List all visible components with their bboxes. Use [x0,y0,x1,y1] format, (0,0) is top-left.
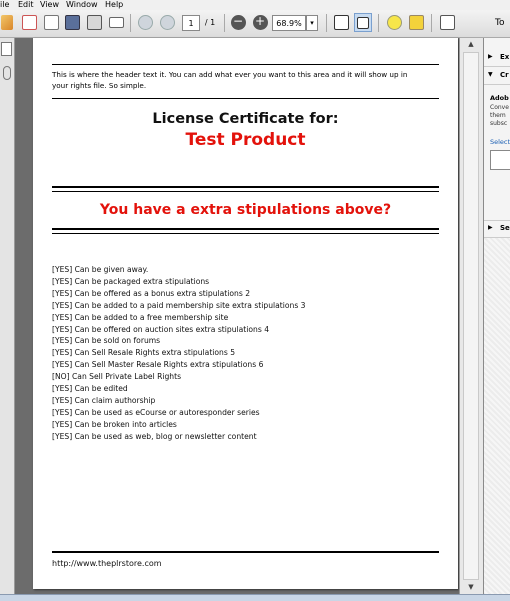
previous-page-button[interactable] [136,13,154,32]
vertical-scrollbar[interactable] [459,38,483,595]
combine-button[interactable] [20,13,38,32]
fit-page-icon [357,17,369,29]
arrow-down-icon [160,15,175,30]
pdf-page [33,38,458,589]
fit-page-button[interactable] [354,13,372,32]
comment-button[interactable] [385,13,403,32]
description-line: them [490,112,506,119]
zoom-level-input[interactable]: 68.9% [272,15,306,31]
menu-file[interactable]: ile [0,0,10,9]
permission-item: [YES] Can be broken into articles [52,419,177,429]
header-text-line-1: This is where the header text it. You can add what ever you want to this area and it will show up in [52,70,408,79]
pages-panel-button[interactable] [1,42,12,56]
panel-section-label: Se [500,224,510,232]
file-selection-box[interactable] [490,150,510,170]
chevron-right-icon: ▶ [488,53,493,60]
permission-item: [YES] Can be offered as a bonus extra stipulations 2 [52,288,251,298]
permission-item: [YES] Can be given away. [52,265,149,274]
arrow-up-icon [138,15,153,30]
edit-document-icon [44,15,59,30]
footer-rule [52,551,439,553]
email-button[interactable] [107,13,125,32]
menu-edit[interactable]: Edit [18,0,34,9]
plus-icon: + [253,15,268,30]
scroll-up-arrow-icon[interactable]: ▲ [468,40,474,48]
panel-section-send[interactable] [484,220,510,238]
save-icon [65,15,80,30]
description-line: Conve [490,104,509,111]
printer-icon [87,15,102,30]
menu-window[interactable]: Window [66,0,98,9]
combine-icon [22,15,37,30]
adobe-heading: Adob [490,94,509,102]
panel-section-label: Cr [500,71,509,79]
create-pdf-icon [1,15,13,30]
permission-item: [YES] Can be used as eCourse or autoresponder series [52,407,260,417]
task-pane [483,38,510,595]
panel-description [490,104,509,128]
expand-arrow-icon [440,15,455,30]
print-button[interactable] [85,13,103,32]
toolbar [0,10,510,38]
navigation-pane [0,38,15,595]
zoom-in-button[interactable] [251,13,269,32]
pages-icon [1,42,12,56]
envelope-icon [109,17,124,28]
next-page-button[interactable] [158,13,176,32]
minus-icon: − [231,15,246,30]
speech-bubble-icon [387,15,402,30]
zoom-dropdown-button[interactable] [306,15,318,31]
attachments-panel-button[interactable] [1,66,12,80]
toolbar-separator [224,14,225,32]
fit-width-icon [334,15,349,30]
page-total-label: / 1 [204,18,216,27]
scroll-down-arrow-icon[interactable]: ▼ [468,583,474,591]
permission-item: [YES] Can be edited [52,384,128,393]
panel-section-create[interactable] [484,68,510,85]
permission-item: [YES] Can be added to a paid membership site extra stipulations 3 [52,300,306,310]
expand-button[interactable] [438,13,456,32]
description-line: subsc [490,120,508,127]
chevron-down-icon: ▼ [488,71,493,78]
permission-item: [YES] Can claim authorship [52,395,156,405]
header-rule [52,64,439,65]
edit-button[interactable] [42,13,60,32]
permission-item: [YES] Can be offered on auction sites extra stipulations 4 [52,324,270,334]
toolbar-separator [130,14,131,32]
chevron-down-icon: ▾ [310,19,314,27]
select-files-link[interactable]: Select [490,138,510,146]
save-button[interactable] [63,13,81,32]
create-pdf-button[interactable] [0,13,14,32]
header-text [52,69,447,91]
permission-item: [YES] Can be sold on forums [52,336,161,346]
permission-item: [YES] Can be packaged extra stipulations [52,276,210,286]
permission-item: [YES] Can Sell Master Resale Rights extra stipulations 6 [52,360,264,370]
highlight-button[interactable] [407,13,425,32]
certificate-title: License Certificate for: [152,111,339,127]
divider [52,98,439,99]
highlighter-icon [409,15,424,30]
toolbar-separator [378,14,379,32]
menu-help[interactable]: Help [105,0,124,9]
panel-section-label: Ex [500,53,510,61]
permission-item: [NO] Can Sell Private Label Rights [52,372,182,382]
permission-item: [YES] Can Sell Resale Rights extra stipulations 5 [52,348,236,358]
fit-width-button[interactable] [332,13,350,32]
toolbar-separator [326,14,327,32]
double-rule-top [52,228,439,230]
menu-bar [0,0,510,10]
permission-item: [YES] Can be used as web, blog or newsletter content [52,431,257,441]
panel-section-export[interactable] [484,50,510,67]
double-rule-bottom [52,233,439,234]
toolbar-separator [431,14,432,32]
panel-empty-area [484,238,510,595]
footer-url: http://www.theplrstore.com [52,559,162,568]
scrollbar-track[interactable] [463,52,479,580]
double-rule-bottom [52,191,439,192]
zoom-out-button[interactable] [229,13,247,32]
double-rule-top [52,186,439,188]
menu-view[interactable]: View [40,0,59,9]
permission-item: [YES] Can be added to a free membership site [52,312,229,322]
tools-tab[interactable]: To [495,17,505,28]
page-number-input[interactable]: 1 [182,15,200,31]
stipulations-heading: You have a extra stipulations above? [99,202,392,218]
header-text-line-2: your rights file. So simple. [52,81,147,90]
chevron-right-icon: ▶ [488,224,493,231]
product-name: Test Product [185,130,306,150]
paperclip-icon [3,66,11,80]
